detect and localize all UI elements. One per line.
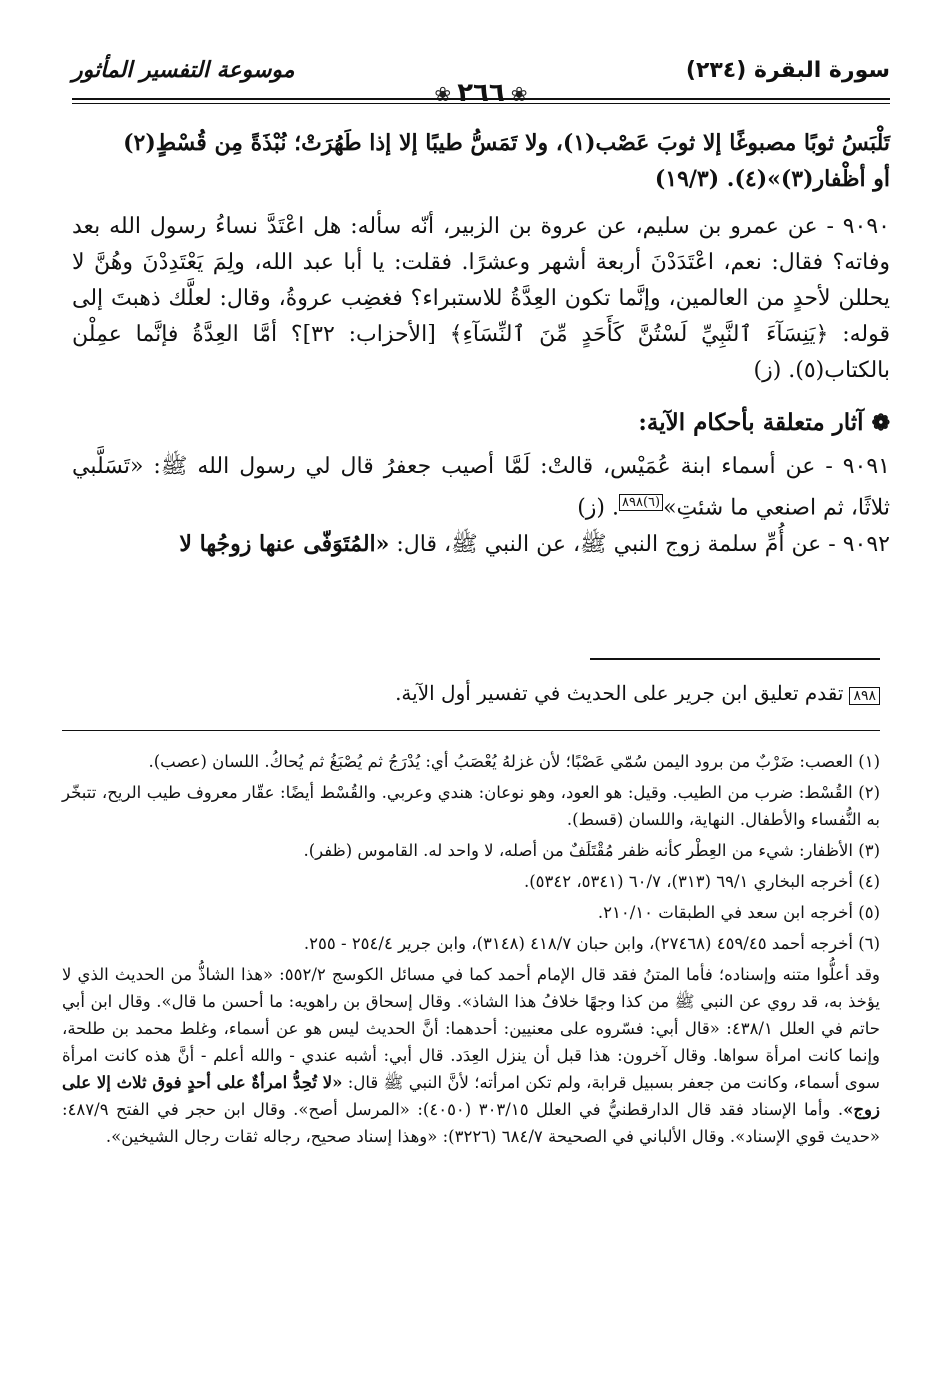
hadith-line-2: أو أظْفار(٣)»(٤). (١٩/٣) <box>654 166 890 192</box>
footnote-2: (٢) القُسْط: ضرب من الطيب. وقيل: هو العود، وهو نوعان: هندي وعربي. والقُسْط أيضًا: عقّار معروف طيب الريح، تتبخّر به النُّفساء والأطفال. النهاية، واللسان (قسط). <box>62 783 880 829</box>
page-number: ٢٦٦ <box>457 78 505 108</box>
ornament-icon: ❀ <box>434 82 452 106</box>
commentary-number: ٨٩٨ <box>849 687 880 705</box>
section-title: آثار متعلقة بأحكام الآية: <box>638 409 864 436</box>
athar-9092-text: ٩٠٩٢ - عن أُمِّ سلمة زوج النبي ﷺ، عن النبي ﷺ، قال: <box>389 532 890 558</box>
commentary-text: تقدم تعليق ابن جرير على الحديث في تفسير أول الآية. <box>395 681 844 705</box>
ornament-icon: ❀ <box>510 82 528 106</box>
main-text <box>72 125 890 563</box>
book-title: موسوعة التفسير المأثور <box>72 58 295 83</box>
footnote-3: (٣) الأظفار: شيء من العِطْر كأنه ظفر مُقْتَلَفٌ من أصله، لا واحد له. القاموس (ظفر). <box>303 841 880 860</box>
footnote-5: (٥) أخرجه ابن سعد في الطبقات ٢١٠/١٠. <box>597 903 880 922</box>
flower-ornament-icon: ❁ <box>871 410 890 436</box>
athar-9092 <box>72 526 890 563</box>
footnote-6-hadith: «لا تُحِدُّ امرأةٌ على أحدٍ فوق ثلاث إلا على زوج» <box>62 1073 880 1119</box>
athar-9091-end: . (ز) <box>577 495 619 521</box>
commentary-separator <box>590 658 880 660</box>
surah-title: سورة البقرة (٢٣٤) <box>685 58 890 83</box>
footnotes <box>62 748 880 1150</box>
header-rule <box>72 98 890 100</box>
section-heading <box>72 403 890 443</box>
page-header <box>72 52 890 108</box>
hadith-line-1: تَلْبَسُ ثوبًا مصبوغًا إلا ثوبَ عَصْب(١)، ولا تَمَسُّ طيبًا إلا إذا طَهُرَتْ؛ نُبْذَةً مِن قُسْطٍ(٢) <box>123 130 890 156</box>
athar-9092-quote: «المُتَوَفّى عنها زوجُها لا <box>179 531 390 558</box>
footnote-4: (٤) أخرجه البخاري ٦٩/١ (٣١٣)، ٦٠/٧ (٥٣٤١، ٥٣٤٢). <box>523 872 880 891</box>
footnote-6-text-b: . وأما الإسناد فقد قال الدارقطنيُّ في العلل ٣٠٣/١٥ (٤٠٥٠): «المرسل أصح». وقال ابن حجر في الفتح ٤٨٧/٩: «حديث قوي الإسناد». وقال الألباني في الصحيحة ٦٨٤/٧ (٣٢٢٦): «وهذا إسناد صحيح، رجاله ثقات رجال الشيخين». <box>62 1100 880 1146</box>
hadith-continuation <box>72 125 890 197</box>
footnote-separator <box>62 730 880 731</box>
footnote-6-discussion <box>62 961 880 1150</box>
footnote-6-text-a: وقد أعلُّوا متنه وإسناده؛ فأما المتنُ فقد قال الإمام أحمد كما في مسائل الكوسج ٥٥٢/٢: «هذا الشاذُّ من الحديث الذي لا يؤخذ به، قد روي عن النبي ﷺ من كذا وجهًا خلافُ هذا الشاذ». وقال إسحاق بن راهويه: ما أحسن ما قال». وقال ابن أبي حاتم في العلل ٤٣٨/١: «قال أبي: فسّروه على معنيين: أحدهما: أنَّ الحديث ليس هو عن أسماء، وغلط محمد بن طلحة، وإنما كانت امرأة سواها. وقال آخرون: هذا قبل أن ينزل العِدَد. قال أبي: أشبه عندي - والله أعلم - أنَّ هذه كانت امرأة سوى أسماء، وكانت من جعفر بسبيل قرابة، ولم تكن امرأته؛ لأنَّ النبي ﷺ قال: <box>62 965 880 1092</box>
header-rule-thin <box>72 103 890 104</box>
footnote-1: (١) العصب: ضَرْبٌ من برود اليمن سُمّي عَصْبًا؛ لأن غزلهُ يُعْصَبُ أي: يُدْرَجُ ثم يُصْبَغُ ثم يُحاكُ. اللسان (عصب). <box>148 752 880 771</box>
athar-9091-text: ٩٠٩١ - عن أسماء ابنة عُمَيْس، قالتْ: لَمَّا أصيب جعفرُ قال لي رسول الله ﷺ: «تَسَلَّبي ثلاثًا، ثم اصنعي ما شئتِ» <box>72 454 890 521</box>
athar-9091 <box>72 449 890 526</box>
commentary-ref: (٦)٨٩٨ <box>619 494 663 511</box>
commentary-note <box>62 678 880 711</box>
athar-9090: ٩٠٩٠ - عن عمرو بن سليم، عن عروة بن الزبير، أنّه سأله: هل اعْتَدَّ نساءُ رسول الله بعد وفاته؟ فقال: نعم، اعْتَدَدْنَ أربعة أشهر وعشرًا. فقلت: يا أبا عبد الله، ولِمَ يَعْتَدِدْنَ وهُنَّ لا يحللن لأحدٍ من العالمين، وإنَّما تكون العِدَّةُ للاستبراء؟ فغضِب عروةُ، وقال: لعلَّك ذهبتَ إلى قوله: ﴿يَنِسَآءَ ٱلنَّبِيِّ لَسْتُنَّ كَأَحَدٍ مِّنَ ٱلنِّسَآءِ﴾ [الأحزاب: ٣٢]؟ أمَّا العِدَّةُ فإنَّما عمِلْن بالكتاب(٥). (ز) <box>72 214 890 383</box>
footnote-6: (٦) أخرجه أحمد ٤٥٩/٤٥ (٢٧٤٦٨)، وابن حبان ٤١٨/٧ (٣١٤٨)، وابن جرير ٢٥٤/٤ - ٢٥٥. <box>303 934 880 953</box>
